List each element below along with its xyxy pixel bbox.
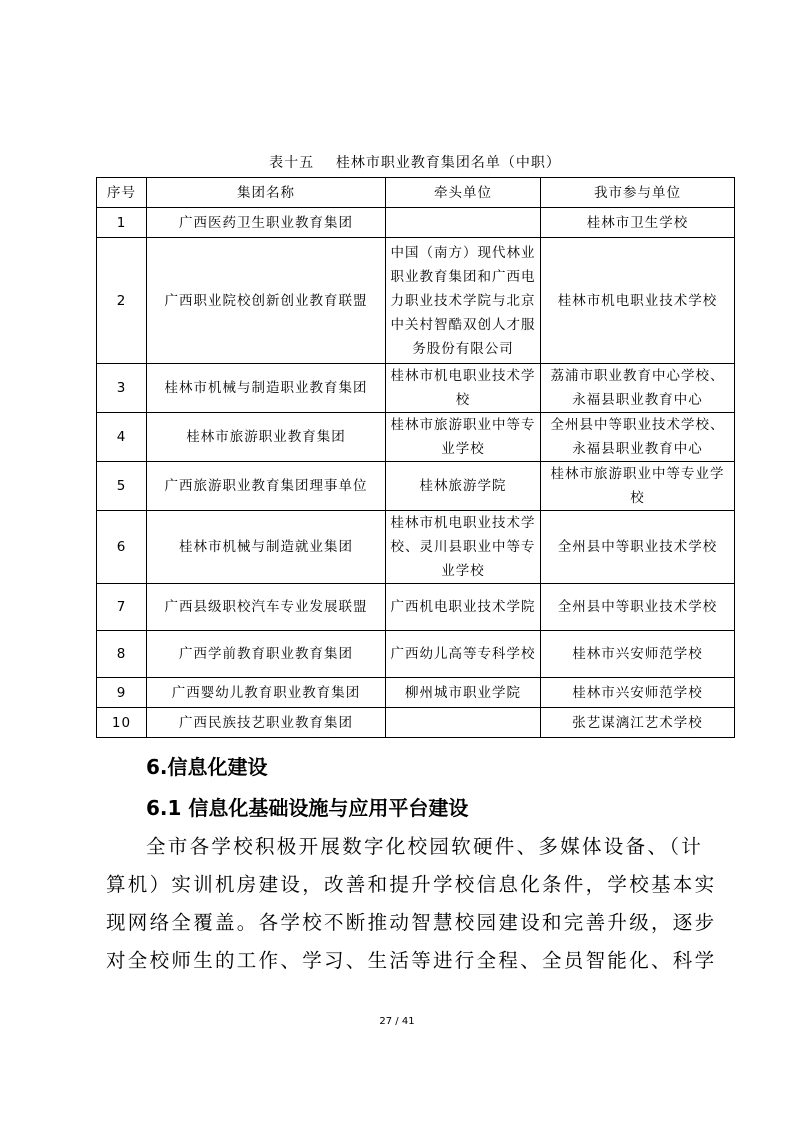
cell-lead — [386, 708, 541, 738]
cell-participant: 张艺谋漓江艺术学校 — [541, 708, 735, 738]
cell-group: 广西县级职校汽车专业发展联盟 — [147, 584, 386, 631]
table-row — [97, 511, 735, 584]
paragraph-line: 算机）实训机房建设，改善和提升学校信息化条件，学校基本实 — [106, 873, 717, 896]
cell-no: 5 — [97, 462, 147, 511]
cell-group: 广西职业院校创新创业教育联盟 — [147, 238, 386, 364]
cell-group: 广西学前教育职业教育集团 — [147, 631, 386, 678]
paragraph-line: 现网络全覆盖。各学校不断推动智慧校园建设和完善升级，逐步 — [106, 911, 717, 934]
cell-lead: 广西机电职业技术学院 — [386, 584, 541, 631]
cell-no: 8 — [97, 631, 147, 678]
table-row — [97, 364, 735, 413]
cell-no: 1 — [97, 208, 147, 238]
table-row — [97, 413, 735, 462]
cell-participant: 全州县中等职业技术学校 — [541, 584, 735, 631]
cell-no: 2 — [97, 238, 147, 364]
header-group-name: 集团名称 — [147, 178, 386, 208]
cell-lead: 桂林旅游学院 — [386, 462, 541, 511]
cell-participant: 桂林市机电职业技术学校 — [541, 238, 735, 364]
paragraph-line: 对全校师生的工作、学习、生活等进行全程、全员智能化、科学 — [106, 949, 717, 972]
cell-no: 9 — [97, 678, 147, 708]
body-paragraph — [106, 828, 726, 980]
cell-group: 广西民族技艺职业教育集团 — [147, 708, 386, 738]
paragraph-line: 全市各学校积极开展数字化校园软硬件、多媒体设备、（计 — [146, 835, 704, 858]
table-row — [97, 238, 735, 364]
cell-lead: 桂林市机电职业技术学校、灵川县职业中等专业学校 — [386, 511, 541, 584]
cell-participant: 全州县中等职业技术学校、永福县职业教育中心 — [541, 413, 735, 462]
table-caption: 表十五 桂林市职业教育集团名单（中职） — [269, 155, 561, 171]
header-participant: 我市参与单位 — [541, 178, 735, 208]
cell-group: 桂林市旅游职业教育集团 — [147, 413, 386, 462]
section-heading: 6.信息化建设 — [146, 755, 268, 779]
table-row — [97, 678, 735, 708]
cell-group: 桂林市机械与制造就业集团 — [147, 511, 386, 584]
page-indicator: 27 / 41 — [379, 1016, 415, 1027]
cell-lead: 广西幼儿高等专科学校 — [386, 631, 541, 678]
table-row — [97, 584, 735, 631]
header-lead-unit: 牵头单位 — [386, 178, 541, 208]
cell-participant: 桂林市兴安师范学校 — [541, 631, 735, 678]
cell-participant: 全州县中等职业技术学校 — [541, 511, 735, 584]
cell-group: 广西医药卫生职业教育集团 — [147, 208, 386, 238]
cell-group: 桂林市机械与制造职业教育集团 — [147, 364, 386, 413]
subsection-heading: 6.1 信息化基础设施与应用平台建设 — [146, 796, 469, 820]
cell-lead — [386, 208, 541, 238]
header-no: 序号 — [97, 178, 147, 208]
cell-no: 3 — [97, 364, 147, 413]
cell-no: 10 — [97, 708, 147, 738]
cell-no: 7 — [97, 584, 147, 631]
table-row — [97, 462, 735, 511]
table-row — [97, 708, 735, 738]
table-row — [97, 631, 735, 678]
cell-group: 广西旅游职业教育集团理事单位 — [147, 462, 386, 511]
cell-participant: 桂林市旅游职业中等专业学校 — [541, 462, 735, 511]
cell-lead: 桂林市机电职业技术学校 — [386, 364, 541, 413]
cell-participant: 荔浦市职业教育中心学校、永福县职业教育中心 — [541, 364, 735, 413]
table-row — [97, 208, 735, 238]
cell-no: 4 — [97, 413, 147, 462]
cell-lead: 桂林市旅游职业中等专业学校 — [386, 413, 541, 462]
cell-lead: 中国（南方）现代林业职业教育集团和广西电力职业技术学院与北京中关村智酷双创人才服务股份有限公司 — [386, 238, 541, 364]
cell-no: 6 — [97, 511, 147, 584]
cell-lead: 柳州城市职业学院 — [386, 678, 541, 708]
cell-group: 广西婴幼儿教育职业教育集团 — [147, 678, 386, 708]
cell-participant: 桂林市兴安师范学校 — [541, 678, 735, 708]
cell-participant: 桂林市卫生学校 — [541, 208, 735, 238]
vocational-education-groups-table — [96, 177, 735, 738]
table-header-row — [97, 178, 735, 208]
